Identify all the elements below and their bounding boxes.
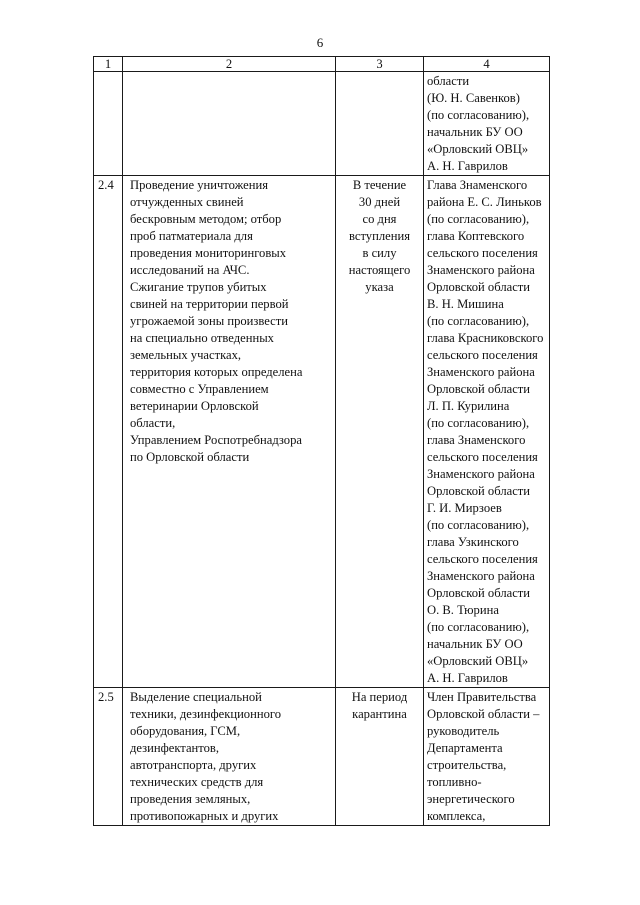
term-line: со дня — [362, 212, 397, 226]
term-line: указа — [365, 280, 394, 294]
responsible-line: Орловской области — [427, 484, 531, 498]
action-line: исследований на АЧС. — [130, 263, 250, 277]
responsible-line: (по согласованию), — [427, 518, 530, 532]
action-line: проведения мониторинговых — [130, 246, 287, 260]
action-line: Сжигание трупов убитых — [130, 280, 267, 294]
column-header-4: 4 — [424, 57, 550, 72]
action-line: ветеринарии Орловской — [130, 399, 259, 413]
responsible-cell — [424, 176, 550, 688]
responsible-line: Знаменского района — [427, 263, 535, 277]
term-line: в силу — [362, 246, 397, 260]
responsible-line: строительства, — [427, 758, 507, 772]
action-line: по Орловской области — [130, 450, 250, 464]
action-line: совместно с Управлением — [130, 382, 269, 396]
action-line: угрожаемой зоны произвести — [130, 314, 288, 328]
responsible-line: Орловской области — [427, 280, 531, 294]
responsible-line: «Орловский ОВЦ» — [427, 654, 529, 668]
responsible-line: (по согласованию), — [427, 314, 530, 328]
row-number-cell — [94, 72, 123, 176]
responsible-line: Орловской области – — [427, 707, 540, 721]
table-row — [94, 72, 550, 176]
row-number-cell: 2.4 — [94, 176, 123, 688]
page-number: 6 — [316, 35, 324, 50]
responsible-line: А. Н. Гаврилов — [427, 159, 508, 173]
action-line: проб патматериала для — [130, 229, 253, 243]
term-cell — [336, 176, 424, 688]
action-line: проведения земляных, — [130, 792, 251, 806]
action-line: бескровным методом; отбор — [130, 212, 282, 226]
responsible-line: Глава Знаменского — [427, 178, 528, 192]
action-line: автотранспорта, других — [130, 758, 257, 772]
action-line: Управлением Роспотребнадзора — [130, 433, 302, 447]
action-line: области, — [130, 416, 176, 430]
responsible-line: энергетического — [427, 792, 515, 806]
action-line: Проведение уничтожения — [130, 178, 269, 192]
action-line: технических средств для — [130, 775, 264, 789]
term-cell — [336, 688, 424, 826]
responsible-line: (по согласованию), — [427, 416, 530, 430]
responsible-line: (по согласованию), — [427, 620, 530, 634]
responsible-line: (по согласованию), — [427, 108, 530, 122]
action-line: свиней на территории первой — [130, 297, 289, 311]
term-line: 30 дней — [358, 195, 401, 209]
responsible-line: Департамента — [427, 741, 503, 755]
term-line: В течение — [352, 178, 407, 192]
responsible-line: сельского поселения — [427, 246, 538, 260]
responsible-line: О. В. Тюрина — [427, 603, 499, 617]
responsible-line: глава Коптевского — [427, 229, 525, 243]
term-line: карантина — [352, 707, 407, 721]
term-line: На период — [351, 690, 408, 704]
responsible-line: Орловской области — [427, 382, 531, 396]
responsible-line: Знаменского района — [427, 365, 535, 379]
action-line: отчужденных свиней — [130, 195, 244, 209]
responsible-line: (по согласованию), — [427, 212, 530, 226]
action-cell — [123, 688, 336, 826]
responsible-line: Знаменского района — [427, 569, 535, 583]
row-number-cell: 2.5 — [94, 688, 123, 826]
action-line: на специально отведенных — [130, 331, 274, 345]
responsible-line: Знаменского района — [427, 467, 535, 481]
responsible-line: глава Знаменского — [427, 433, 526, 447]
responsible-line: Член Правительства — [427, 690, 537, 704]
term-cell — [336, 72, 424, 176]
column-header-2: 2 — [123, 57, 336, 72]
term-line: вступления — [349, 229, 410, 243]
action-cell — [123, 176, 336, 688]
responsible-line: топливно- — [427, 775, 482, 789]
action-line: техники, дезинфекционного — [130, 707, 282, 721]
responsible-line: Л. П. Курилина — [427, 399, 510, 413]
action-line: дезинфектантов, — [130, 741, 220, 755]
responsible-line: начальник БУ ОО — [427, 637, 523, 651]
table-header-row — [94, 57, 550, 72]
responsible-line: области — [427, 74, 470, 88]
action-line: оборудования, ГСМ, — [130, 724, 241, 738]
responsible-line: Г. И. Мирзоев — [427, 501, 502, 515]
term-line: настоящего — [348, 263, 411, 277]
responsible-line: глава Узкинского — [427, 535, 519, 549]
action-cell — [123, 72, 336, 176]
action-line: территория которых определена — [130, 365, 303, 379]
responsible-line: комплекса, — [427, 809, 486, 823]
responsible-line: Орловской области — [427, 586, 531, 600]
table-row — [94, 688, 550, 826]
responsible-line: начальник БУ ОО — [427, 125, 523, 139]
responsible-line: (Ю. Н. Савенков) — [427, 91, 520, 105]
responsible-line: «Орловский ОВЦ» — [427, 142, 529, 156]
responsible-line: района Е. С. Линьков — [427, 195, 542, 209]
responsible-cell — [424, 72, 550, 176]
responsible-line: сельского поселения — [427, 552, 538, 566]
action-line: земельных участках, — [130, 348, 242, 362]
responsible-line: сельского поселения — [427, 450, 538, 464]
column-header-1: 1 — [94, 57, 123, 72]
column-header-3: 3 — [336, 57, 424, 72]
table-row — [94, 176, 550, 688]
measures-table — [93, 56, 550, 826]
action-line: противопожарных и других — [130, 809, 279, 823]
responsible-line: руководитель — [427, 724, 500, 738]
responsible-line: глава Красниковского — [427, 331, 544, 345]
action-line: Выделение специальной — [130, 690, 262, 704]
responsible-line: В. Н. Мишина — [427, 297, 504, 311]
responsible-cell — [424, 688, 550, 826]
responsible-line: А. Н. Гаврилов — [427, 671, 508, 685]
responsible-line: сельского поселения — [427, 348, 538, 362]
